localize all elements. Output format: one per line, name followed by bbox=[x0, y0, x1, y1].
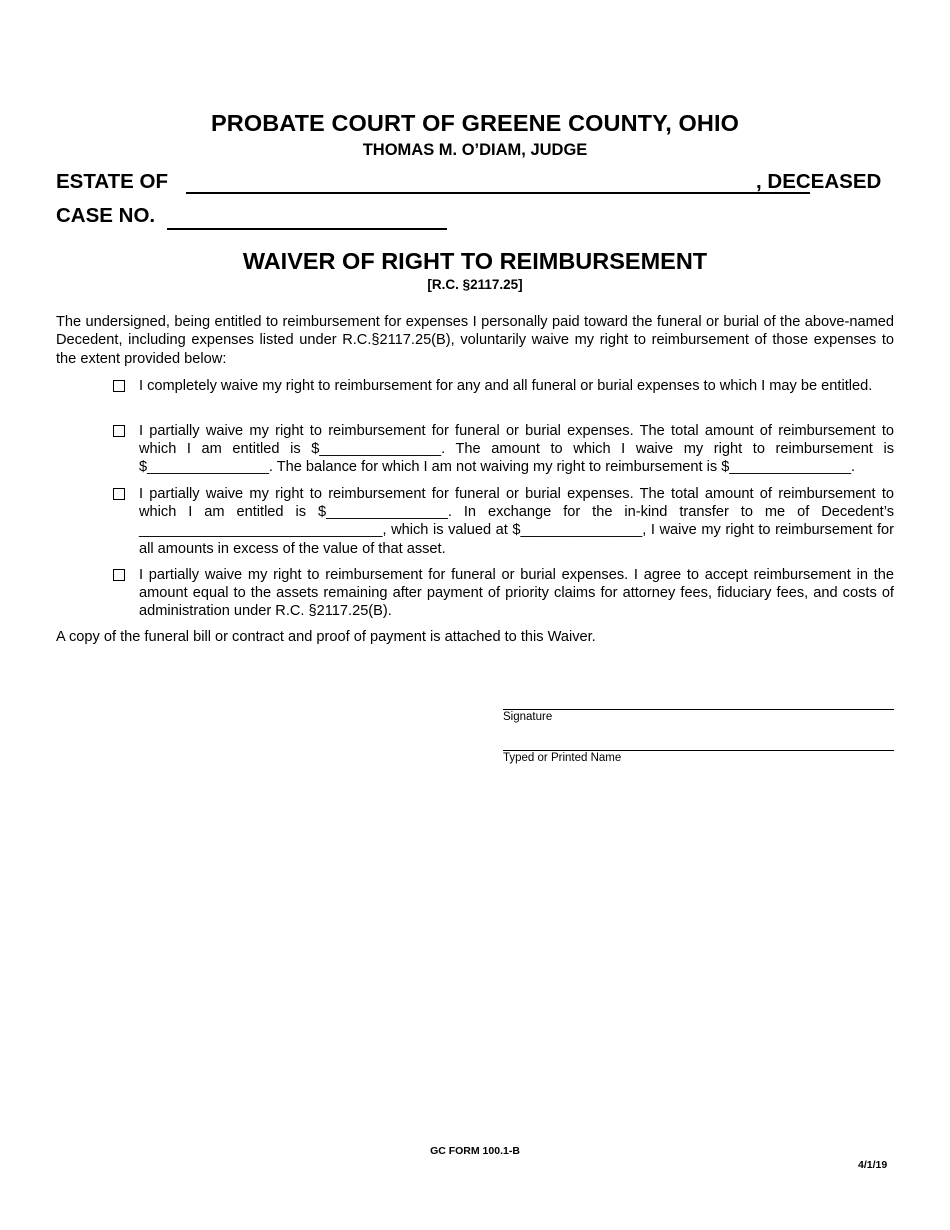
checkbox-partial-waiver-remaining-assets[interactable] bbox=[113, 569, 125, 581]
option-text: I partially waive my right to reimbursement for funeral or burial expenses. I agree to accept reimbursement in the amount equal to the assets remaining after payment of priority claims for attorney fees, fiduciary fees, and costs of administration under R.C. §2117.25(B). bbox=[139, 567, 894, 620]
case-number-field[interactable] bbox=[167, 228, 447, 230]
form-number: GC FORM 100.1-B bbox=[430, 1145, 520, 1157]
printed-name-label: Typed or Printed Name bbox=[503, 752, 622, 764]
case-number-label: CASE NO. bbox=[56, 204, 156, 227]
signature-label: Signature bbox=[503, 711, 553, 723]
option-partial-waiver-in-kind bbox=[113, 485, 894, 558]
option-text: I partially waive my right to reimbursement for funeral or burial expenses. The total amount of reimbursement to which I am entitled is $_______________. In exchange for the in-kind transfer to me of Decedent’s ______________________________, which is valued at $_______________, I waive my right to reimbursement for all amounts in excess of the value of that asset. bbox=[139, 486, 894, 557]
signature-field[interactable] bbox=[503, 709, 894, 710]
statute-reference: [R.C. §2117.25] bbox=[427, 277, 523, 292]
checkbox-partial-waiver-in-kind[interactable] bbox=[113, 488, 125, 500]
option-partial-waiver-remaining-assets bbox=[113, 566, 894, 621]
option-partial-waiver-amount bbox=[113, 422, 894, 477]
printed-name-field[interactable] bbox=[503, 750, 894, 751]
intro-paragraph: The undersigned, being entitled to reimbursement for expenses I personally paid toward the funeral or burial of the above-named Decedent, including expenses listed under R.C.§2117.25(B), voluntarily waive my right to reimbursement of those expenses to the extent provided below: bbox=[56, 314, 894, 367]
option-text: I completely waive my right to reimbursement for any and all funeral or burial expenses to which I may be entitled. bbox=[139, 378, 873, 394]
form-title: WAIVER OF RIGHT TO REIMBURSEMENT bbox=[242, 248, 708, 274]
case-row bbox=[56, 204, 456, 232]
option-text: I partially waive my right to reimbursement for funeral or burial expenses. The total amount of reimbursement to which I am entitled is $_______________. The amount to which I waive my right to reimbursement is $_______________. The balance for which I am not waiving my right to reimbursement is $_______________. bbox=[139, 423, 894, 476]
estate-label: ESTATE OF bbox=[56, 170, 168, 193]
deceased-label: , DECEASED bbox=[756, 170, 882, 193]
estate-row bbox=[56, 170, 896, 198]
attachment-note: A copy of the funeral bill or contract and proof of payment is attached to this Waiver. bbox=[56, 629, 596, 645]
checkbox-complete-waiver[interactable] bbox=[113, 380, 125, 392]
estate-name-field[interactable] bbox=[186, 192, 810, 194]
option-complete-waiver bbox=[113, 377, 894, 395]
checkbox-partial-waiver-amount[interactable] bbox=[113, 425, 125, 437]
court-title: PROBATE COURT OF GREENE COUNTY, OHIO bbox=[210, 110, 740, 136]
revision-date: 4/1/19 bbox=[858, 1159, 888, 1171]
judge-name: THOMAS M. O’DIAM, JUDGE bbox=[362, 141, 588, 159]
